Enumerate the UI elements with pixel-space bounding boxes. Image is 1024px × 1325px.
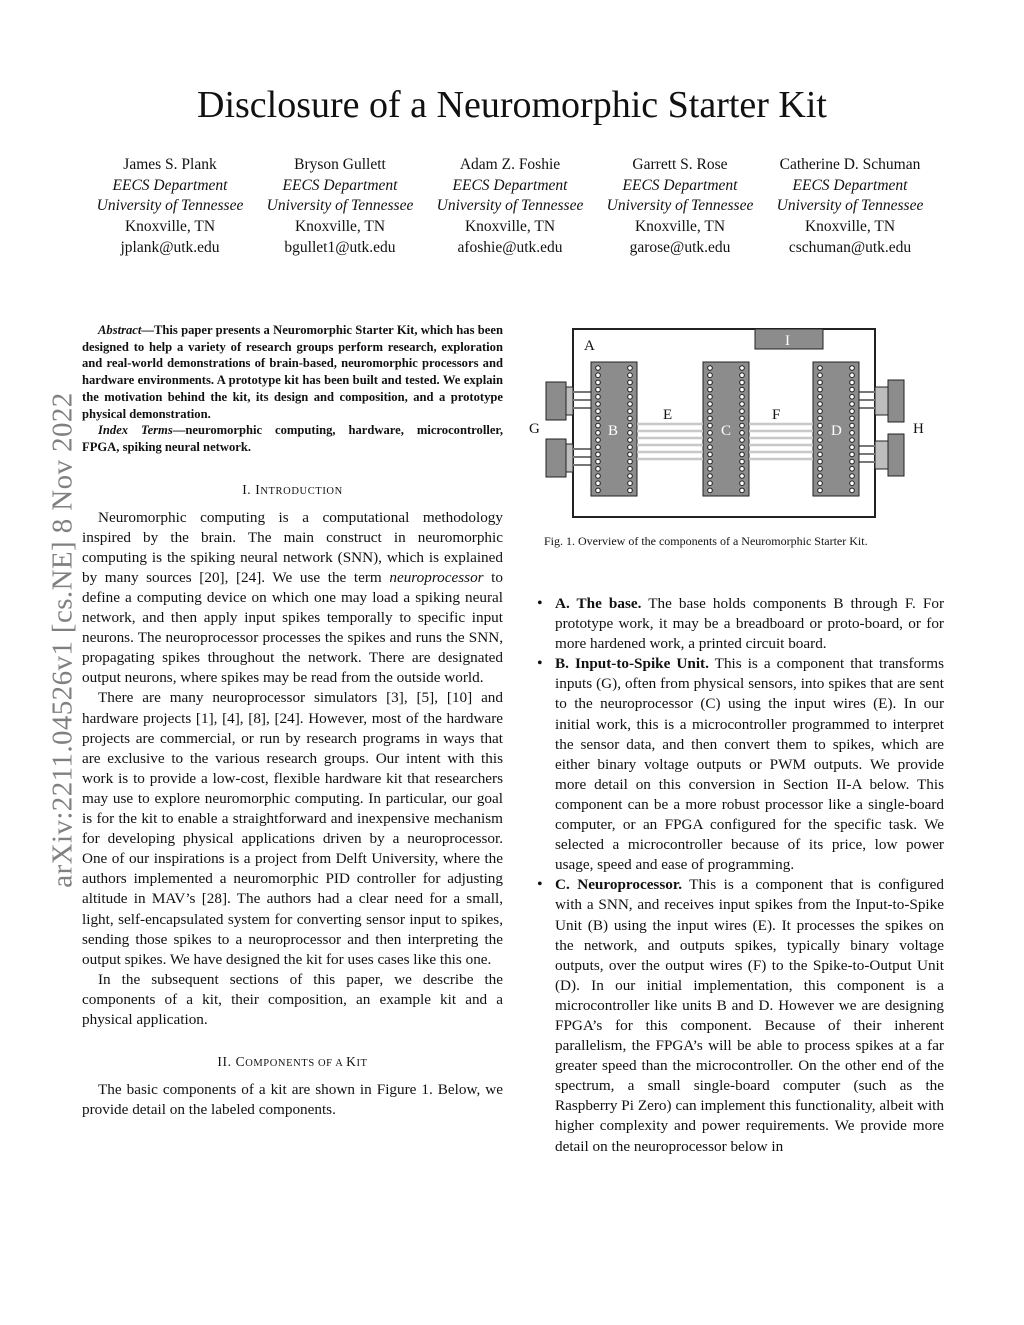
label-i: I (785, 333, 790, 349)
pin-hole (708, 445, 713, 450)
pin-hole (850, 467, 855, 472)
pin-hole (740, 402, 745, 407)
author-block (85, 155, 255, 259)
item-label: A. The base. (555, 595, 642, 612)
pin-hole (708, 474, 713, 479)
author-email[interactable]: garose@utk.edu (629, 238, 731, 256)
author-name: Catherine D. Schuman (779, 156, 921, 173)
pin-hole (628, 402, 633, 407)
author-department: EECS Department (282, 176, 398, 194)
pin-hole (708, 395, 713, 400)
pin-hole (708, 366, 713, 371)
author-name: Garrett S. Rose (632, 156, 728, 173)
pin-hole (818, 474, 823, 479)
pin-hole (850, 416, 855, 421)
pin-hole (818, 366, 823, 371)
pin-hole (818, 452, 823, 457)
pin-hole (818, 409, 823, 414)
pin-hole (708, 387, 713, 392)
pin-hole (818, 416, 823, 421)
intro-paragraph-2: There are many neuroprocessor simulators [3], [5], [10] and hardware projects [1], [4], [8], [24]. However, most of the hardware projects are commercial, or run by research programs in ways that are exclusive to the various research groups. Our intent with this work is to provide a low-cost, flexible hardware kit that researchers may use to explore neuromorphic computing. In particular, our goal is for the kit to enable a straightforward and inexpensive mechanism for developing physical applications driven by a neuroprocessor. One of our inspirations is a project from Delft University, where the authors implemented a neuromorphic PID controller for adjusting altitude in MAV’s [28]. The authors had a clear need for a small, light, self-encapsulated system for converting sensor input to spikes, sending those spikes to a neuroprocessor and then interpreting the output spikes. We have designed the kit for uses cases like this one. (82, 689, 503, 968)
pin-hole (628, 409, 633, 414)
pin-hole (596, 402, 601, 407)
pin-hole (596, 366, 601, 371)
pin-hole (740, 416, 745, 421)
author-university: University of Tennessee (606, 197, 754, 215)
pin-hole (818, 395, 823, 400)
author-university: University of Tennessee (96, 197, 244, 215)
author-city: Knoxville, TN (294, 218, 386, 236)
component-list (536, 594, 944, 1157)
pin-hole (596, 459, 601, 464)
arxiv-identifier: arXiv:2211.04526v1 [cs.NE] 8 Nov 2022 (46, 392, 79, 888)
pin-hole (740, 481, 745, 486)
author-city: Knoxville, TN (634, 218, 726, 236)
pin-hole (628, 431, 633, 436)
pin-hole (740, 380, 745, 385)
pin-hole (596, 467, 601, 472)
pin-hole (740, 445, 745, 450)
pin-hole (596, 452, 601, 457)
pin-hole (818, 488, 823, 493)
pin-hole (740, 459, 745, 464)
pin-hole (850, 402, 855, 407)
pin-hole (740, 431, 745, 436)
input-sensor (546, 382, 566, 420)
pin-hole (596, 445, 601, 450)
pin-hole (628, 438, 633, 443)
author-city: Knoxville, TN (124, 218, 216, 236)
author-email[interactable]: afoshie@utk.edu (457, 238, 563, 256)
pin-hole (708, 481, 713, 486)
pin-hole (628, 380, 633, 385)
pin-hole (850, 431, 855, 436)
index-terms-label: Index Terms (98, 423, 173, 438)
pin-hole (596, 438, 601, 443)
abstract-paragraph (82, 322, 503, 422)
pin-hole (850, 387, 855, 392)
label-h: H (913, 421, 924, 437)
pin-hole (818, 459, 823, 464)
pin-hole (628, 423, 633, 428)
intro-paragraph-1: Neuromorphic computing is a computational methodology inspired by the brain. The main construct in neuromorphic computing is the spiking neural network (SNN), which is explained by many sources [20], [24]. We use the term neuroprocessor to define a computing device on which one may load a spiking neural network, and then apply input spikes temporally to specific input neurons. The neuroprocessor processes the spikes and runs the SNN, propagating spikes throughout the network. There are designated output neurons, where spikes may be read from the outside world. (82, 508, 503, 687)
abstract-label: Abstract (98, 323, 142, 337)
pin-hole (850, 481, 855, 486)
pin-hole (818, 445, 823, 450)
author-city: Knoxville, TN (464, 218, 556, 236)
pin-hole (740, 409, 745, 414)
abstract-text: —This paper presents a Neuromorphic Starter Kit, which has been designed to help a variety of research groups perform research, exploration and real-world demonstrations of brain-based, neuromorphic processors and hardware environments. A prototype kit has been built and tested. We explain the motivation behind the kit, its design and composition, and a prototype physical demonstration. (82, 323, 503, 421)
pin-hole (818, 481, 823, 486)
pin-hole (818, 438, 823, 443)
list-item (536, 594, 944, 654)
label-g: G (529, 421, 540, 437)
pin-hole (740, 452, 745, 457)
author-city: Knoxville, TN (804, 218, 896, 236)
label-c: C (721, 423, 732, 439)
pin-hole (628, 395, 633, 400)
pin-hole (596, 409, 601, 414)
left-column (82, 322, 503, 1120)
pin-hole (850, 423, 855, 428)
pin-hole (708, 438, 713, 443)
pin-hole (850, 409, 855, 414)
sensor-connector (566, 444, 573, 472)
index-terms-paragraph (82, 422, 503, 455)
pin-hole (708, 423, 713, 428)
input-sensor (546, 439, 566, 477)
abstract (82, 322, 503, 456)
pin-hole (628, 459, 633, 464)
author-department: EECS Department (112, 176, 228, 194)
pin-hole (596, 380, 601, 385)
pin-hole (850, 488, 855, 493)
item-label: B. Input-to-Spike Unit. (555, 655, 709, 673)
pin-hole (818, 387, 823, 392)
pin-hole (596, 431, 601, 436)
author-department: EECS Department (622, 176, 738, 194)
pin-hole (740, 438, 745, 443)
pin-hole (628, 467, 633, 472)
kit-diagram (529, 322, 944, 522)
pin-hole (708, 431, 713, 436)
pin-hole (628, 445, 633, 450)
pin-hole (740, 366, 745, 371)
pin-hole (740, 488, 745, 493)
figure-caption: Fig. 1. Overview of the components of a Neuromorphic Starter Kit. (544, 534, 868, 548)
author-university: University of Tennessee (436, 197, 584, 215)
pin-hole (628, 452, 633, 457)
author-list (85, 155, 935, 259)
pin-hole (740, 423, 745, 428)
pin-hole (708, 373, 713, 378)
pin-hole (850, 395, 855, 400)
pin-hole (628, 481, 633, 486)
pin-hole (818, 373, 823, 378)
pin-hole (596, 423, 601, 428)
pin-hole (818, 467, 823, 472)
author-email[interactable]: jplank@utk.edu (120, 238, 220, 256)
pin-hole (740, 474, 745, 479)
pin-hole (850, 373, 855, 378)
pin-hole (850, 459, 855, 464)
item-label: C. Neuroprocessor. (555, 876, 682, 894)
intro-paragraph-3: In the subsequent sections of this paper, we describe the components of a kit, their composition, an example kit and a physical application. (82, 970, 503, 1028)
right-column (529, 322, 945, 1157)
output-device (888, 434, 904, 476)
components-body (82, 1080, 503, 1120)
output-connector (875, 387, 888, 415)
section-heading-introduction: I. INTRODUCTION (242, 481, 343, 497)
pin-hole (628, 387, 633, 392)
pin-hole (628, 488, 633, 493)
pin-hole (596, 488, 601, 493)
author-department: EECS Department (452, 176, 568, 194)
paper-title: Disclosure of a Neuromorphic Starter Kit (197, 84, 827, 126)
author-block (595, 155, 765, 259)
author-email[interactable]: cschuman@utk.edu (788, 238, 912, 256)
author-department: EECS Department (792, 176, 908, 194)
components-paragraph: The basic components of a kit are shown in Figure 1. Below, we provide detail on the labeled components. (82, 1081, 503, 1119)
pin-hole (740, 373, 745, 378)
pin-hole (850, 438, 855, 443)
author-university: University of Tennessee (776, 197, 924, 215)
pin-hole (628, 416, 633, 421)
pin-hole (740, 467, 745, 472)
pin-hole (628, 474, 633, 479)
pin-hole (596, 474, 601, 479)
pin-hole (708, 409, 713, 414)
pin-hole (628, 373, 633, 378)
pin-hole (740, 395, 745, 400)
label-b: B (608, 423, 619, 439)
list-item (536, 654, 944, 875)
author-university: University of Tennessee (266, 197, 414, 215)
pin-hole (708, 402, 713, 407)
pin-hole (850, 445, 855, 450)
pin-hole (596, 481, 601, 486)
pin-hole (850, 474, 855, 479)
pin-hole (740, 387, 745, 392)
section-heading-components: II. COMPONENTS OF A KIT (217, 1054, 368, 1070)
pin-hole (850, 380, 855, 385)
pin-hole (850, 366, 855, 371)
figure-1 (529, 322, 944, 522)
label-e: E (663, 407, 673, 423)
sensor-connector (566, 387, 573, 415)
author-block (765, 155, 935, 259)
index-terms-text: —neuromorphic computing, hardware, microcontroller, FPGA, spiking neural network. (82, 423, 503, 454)
list-item (536, 875, 944, 1156)
pin-hole (818, 380, 823, 385)
introduction-body (82, 508, 503, 1030)
author-block (425, 155, 595, 259)
pin-hole (708, 488, 713, 493)
pin-hole (818, 431, 823, 436)
author-name: James S. Plank (123, 156, 217, 173)
author-email[interactable]: bgullet1@utk.edu (284, 238, 396, 256)
pin-hole (708, 452, 713, 457)
pin-hole (628, 366, 633, 371)
item-text: This is a component that is configured with a SNN, and receives input spikes from the Input-to-Spike Unit (B) using the input wires (E). It processes the spikes on the network, and outputs spikes, typically binary voltage outputs, over the output wires (F) to the Spike-to-Output Unit (D). In our initial implementation, this component is a microcontroller like units B and D. However we are designing FPGA’s for this component. Because of their inherent parallelism, the FPGA’s will be able to process spikes at a far greater speed than the microcontroller. On the other end of the spectrum, a small single-board computer (such as the Raspberry Pi Zero) can implement this functionality, albeit with higher complexity and power requirements. We provide more detail on the neuroprocessor below in (555, 876, 944, 1155)
pin-hole (708, 467, 713, 472)
pin-hole (818, 402, 823, 407)
author-block (255, 155, 425, 259)
label-a: A (584, 338, 595, 354)
pin-hole (596, 416, 601, 421)
item-text: The base holds components B through F. For prototype work, it may be a breadboard or proto-board, or for more hardened work, a printed circuit board. (555, 595, 945, 653)
author-name: Bryson Gullett (294, 156, 386, 173)
pin-hole (596, 395, 601, 400)
output-device (888, 380, 904, 422)
pin-hole (708, 416, 713, 421)
output-connector (875, 441, 888, 469)
item-text: This is a component that transforms inputs (G), often from physical sensors, into spikes that are sent to the neuroprocessor (C) using the input wires (E). In our initial work, this is a microcontroller programmed to interpret the sensor data, and then convert them to spikes, which are either binary voltage outputs or PWM outputs. We provide more detail on this conversion in Section II-A below. This component can be a more robust processor like a single-board computer, or an FPGA configured for the specific task. We selected a microcontroller because of its price, low power usage, speed and ease of programming. (555, 655, 944, 874)
pin-hole (818, 423, 823, 428)
pin-hole (708, 380, 713, 385)
label-d: D (831, 423, 842, 439)
pin-hole (708, 459, 713, 464)
label-f: F (772, 407, 781, 423)
author-name: Adam Z. Foshie (459, 156, 561, 173)
pin-hole (596, 387, 601, 392)
pin-hole (850, 452, 855, 457)
pin-hole (596, 373, 601, 378)
